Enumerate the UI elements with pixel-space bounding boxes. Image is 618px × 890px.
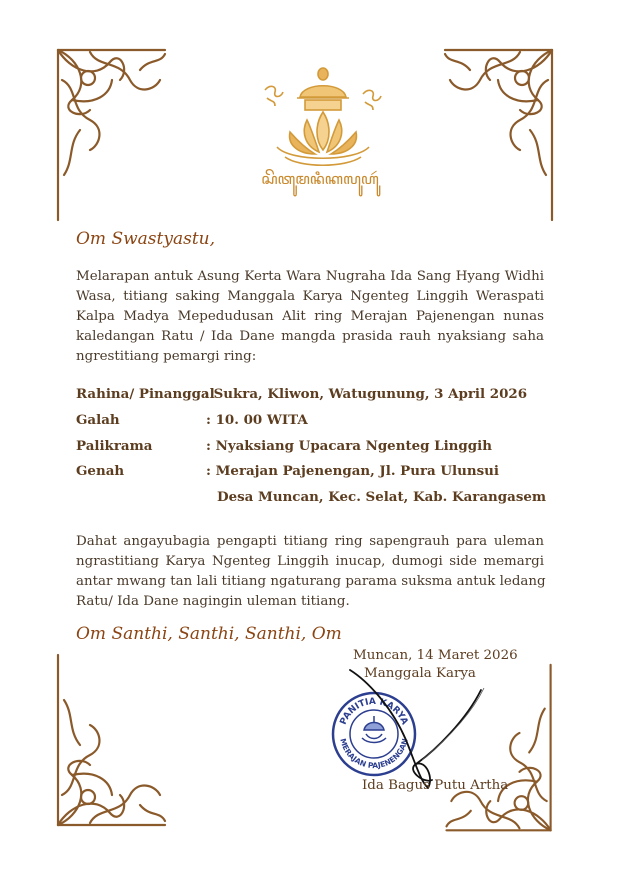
closing-line: Ratu/ Ida Dane nagingin uleman titiang.: [76, 594, 350, 609]
closing-line: ngrastitiang Karya Ngenteg Linggih inucap, dumogi side memargi: [76, 554, 544, 569]
event-program-value: : Nyaksiang Upacara Ngenteg Linggih: [206, 438, 492, 454]
logo: [245, 62, 395, 197]
event-time-label: Galah: [76, 412, 120, 428]
intro-line: Kalpa Madya Mepedudusan Alit ring Merajan Pajenengan nunas: [76, 309, 544, 324]
closing-paragraph: [76, 532, 544, 612]
intro-paragraph: [76, 267, 544, 367]
corner-ornament-bottom-left: [50, 650, 170, 835]
intro-line: Wasa, titiang saking Manggala Karya Ngenteg Linggih Weraspati: [76, 289, 544, 304]
event-venue-value-line2: Desa Muncan, Kec. Selat, Kab. Karangasem: [217, 489, 547, 505]
corner-ornament-top-left: [50, 40, 170, 225]
closing-line: Dahat angayubagia pengapti titiang ring sapengrauh para uleman: [76, 534, 544, 549]
stamp-top-text: PANITIA KARYA: [338, 696, 410, 727]
event-venue-value-line1: : Merajan Pajenengan, Jl. Pura Ulunsui: [206, 463, 499, 479]
closing-line: antar mwang tan lali titiang ngaturang parama suksma antuk ledang: [76, 574, 546, 589]
stamp-bottom-text: MERAJAN PAJENENGAN: [338, 737, 410, 771]
intro-line: ngrestitiang pemargi ring:: [76, 349, 257, 364]
event-program-label: Palikrama: [76, 438, 153, 454]
event-date-label: Rahina/ Pinanggal: [76, 386, 215, 402]
lotus-emblem-icon: [245, 62, 395, 177]
farewell: Om Santhi, Santhi, Santhi, Om: [76, 624, 342, 644]
intro-line: kaledangan Ratu / Ida Dane mangda prasida rauh nyaksiang saha: [76, 329, 544, 344]
signature-name: Ida Bagus Putu Artha: [362, 778, 509, 793]
logo-script-text: ꦱꦼꦠꦸꦩꦤꦶꦏꦭꦸꦲꦸꦂ: [261, 170, 379, 188]
event-time-value: : 10. 00 WITA: [206, 412, 308, 428]
event-venue-label: Genah: [76, 463, 125, 479]
signature-role: Manggala Karya: [364, 666, 476, 681]
greeting: Om Swastyastu,: [76, 229, 215, 249]
intro-line: Melarapan antuk Asung Kerta Wara Nugraha Ida Sang Hyang Widhi: [76, 269, 544, 284]
signature-place-date: Muncan, 14 Maret 2026: [353, 648, 518, 663]
event-date-value: : Sukra, Kliwon, Watugunung, 3 April 2026: [204, 386, 528, 402]
corner-ornament-top-right: [440, 40, 560, 225]
